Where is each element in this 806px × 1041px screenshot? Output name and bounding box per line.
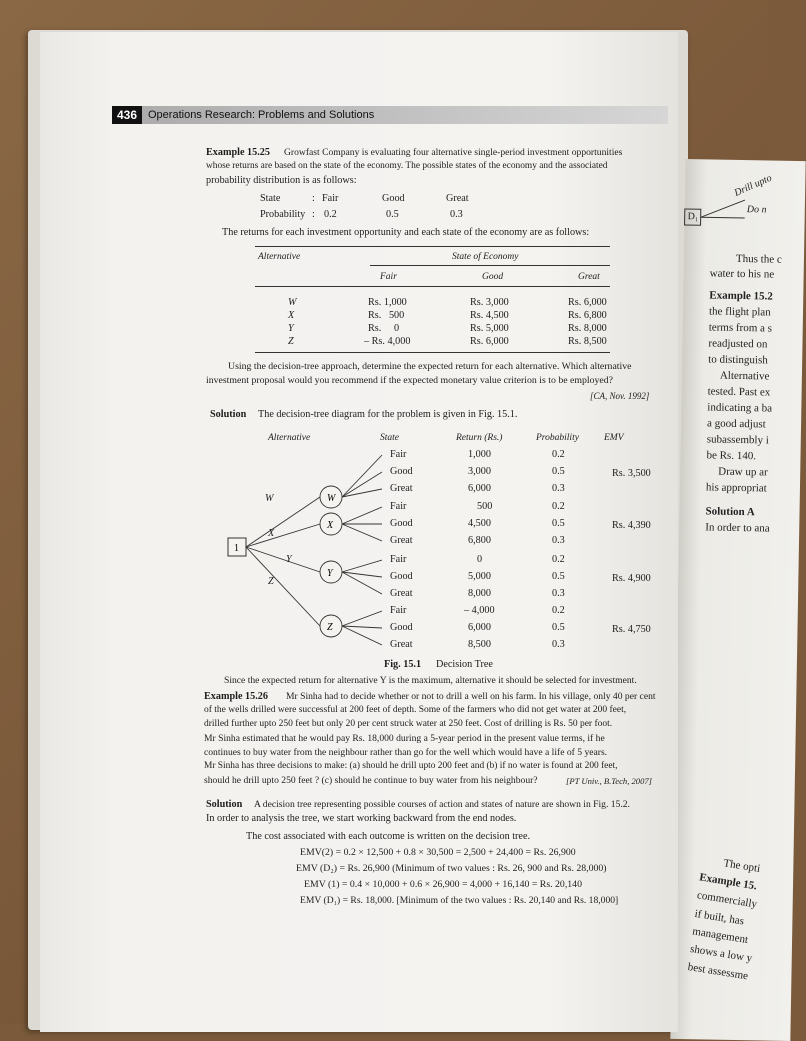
return-cell: 5,000 (468, 571, 491, 582)
ex2-sol-line1: A decision tree representing possible courses of action and states of nature are shown in Fig. 15.2. (254, 799, 630, 810)
sep: : (312, 209, 315, 220)
state-cell: Good (390, 518, 413, 529)
solution-text: The decision-tree diagram for the problem is given in Fig. 15.1. (258, 409, 518, 420)
prob-fair: 0.2 (324, 209, 337, 220)
rp-line: Alternative (719, 369, 770, 383)
return-cell: 500 (477, 501, 493, 512)
rp-drill: Drill upto (732, 172, 774, 199)
outcome-line (342, 507, 382, 524)
decision-node-label: 1 (234, 543, 239, 554)
solution-label-2: Solution (206, 799, 243, 810)
table-cell: Rs. 4,500 (470, 310, 509, 321)
probability-cell: 0.5 (552, 466, 565, 477)
return-cell: 0 (477, 554, 483, 565)
table-cell: Z (288, 336, 294, 347)
page-number: 436 (112, 106, 142, 124)
branch-line (246, 547, 320, 626)
emv-cell: Rs. 4,390 (612, 520, 651, 531)
table-cell: Y (288, 323, 294, 334)
rp-line: shows a low y (689, 942, 754, 965)
th-good: Good (482, 272, 504, 282)
rp-line: subassembly i (706, 433, 769, 447)
state-cell: Fair (390, 554, 407, 565)
table-cell: Rs. 0 (368, 323, 400, 334)
ex2-line: continues to buy water from the neighbour rather than go for the well which would have a life of 5 years. (204, 747, 608, 758)
rp-line: commercially (696, 889, 758, 911)
alternative-label: Y (286, 554, 292, 565)
rp-line: indicating a ba (707, 401, 773, 415)
return-cell: 1,000 (468, 449, 491, 460)
return-cell: 6,000 (468, 622, 491, 633)
example-label-2: Example 15.26 (204, 691, 268, 702)
chance-node-label: X (327, 520, 334, 531)
ex1-line2: whose returns are based on the state of the economy. The possible states of the economy and the associated (206, 161, 608, 171)
tree-head-emv: EMV (604, 433, 624, 443)
rp-line: readjusted on (708, 337, 768, 351)
probability-cell: 0.3 (552, 639, 565, 650)
outcome-line (342, 572, 382, 594)
table-cell: Rs. 6,000 (470, 336, 509, 347)
return-cell: 6,000 (468, 483, 491, 494)
state-good: Good (382, 193, 405, 204)
equation: EMV (D₂) = Rs. 26,900 (Minimum of two values : Rs. 26, 900 and Rs. 28,000) (296, 863, 607, 874)
th-fair: Fair (380, 272, 397, 282)
ex1-line1: Growfast Company is evaluating four alternative single-period investment opportunities (284, 147, 623, 158)
table-cell: Rs. 8,500 (568, 336, 607, 347)
ex2-source: [PT Univ., B.Tech, 2007] (566, 776, 653, 786)
figure-caption: Decision Tree (436, 659, 493, 670)
rp-line: be Rs. 140. (706, 449, 757, 463)
rp-line: Example 15. (698, 871, 758, 893)
table-cell: Rs. 6,800 (568, 310, 607, 321)
probability-cell: 0.2 (552, 605, 565, 616)
table-cell: X (288, 310, 295, 321)
rp-line: tested. Past ex (707, 385, 771, 399)
rp-line: In order to ana (705, 521, 770, 535)
alternative-label: Z (268, 576, 274, 587)
table-cell: Rs. 6,000 (568, 297, 607, 308)
rp-line: Thus the c (735, 252, 782, 266)
chance-node-label: W (327, 493, 336, 504)
state-cell: Good (390, 571, 413, 582)
th-state: State of Economy (452, 252, 519, 262)
tree-head-return: Return (Rs.) (456, 433, 503, 443)
table-cell: – Rs. 4,000 (364, 336, 411, 347)
rp-line: if built, has (693, 907, 745, 928)
state-cell: Great (390, 483, 413, 494)
table-cell: Rs. 8,000 (568, 323, 607, 334)
th-alternative: Alternative (258, 252, 301, 262)
rp-line: to distinguish (708, 353, 768, 367)
th-great: Great (578, 272, 600, 282)
emv-cell: Rs. 3,500 (612, 468, 651, 479)
ex1-line4: The returns for each investment opportunity and each state of the economy are as follows: (222, 227, 590, 238)
return-cell: 6,800 (468, 535, 491, 546)
state-cell: Fair (390, 501, 407, 512)
rp-line: his appropriat (705, 481, 767, 495)
book-title: Operations Research: Problems and Solutions (148, 109, 375, 121)
branch-line (246, 524, 320, 547)
table-cell: Rs. 500 (368, 310, 405, 321)
probability-cell: 0.3 (552, 483, 565, 494)
tree-head-state: State (380, 433, 399, 443)
ex1-question-1: Using the decision-tree approach, determine the expected return for each alternative. Which alternative (228, 361, 632, 372)
branch-line (246, 497, 320, 547)
rp-line: water to his ne (709, 267, 775, 281)
outcome-line (342, 626, 382, 628)
ex1-line3: probability distribution is as follows: (206, 175, 357, 186)
rp-line: Solution A (705, 505, 755, 519)
outcome-line (342, 626, 382, 645)
ex1-source: [CA, Nov. 1992] (590, 391, 650, 401)
ex2-line: drilled further upto 250 feet but only 20 per cent struck water at 250 feet. Cost of drilling is Rs. 50 per foot. (204, 719, 613, 729)
figure-number: Fig. 15.1 (384, 659, 422, 670)
outcome-line (342, 611, 382, 626)
table-cell: W (288, 297, 297, 308)
state-great: Great (446, 193, 469, 204)
outcome-line (342, 572, 382, 577)
prob-label: Probability (260, 209, 306, 220)
rp-line: a good adjust (706, 417, 766, 431)
probability-cell: 0.2 (552, 554, 565, 565)
rp-d1: D₁ (687, 211, 699, 223)
chance-node-label: Y (327, 568, 333, 579)
chance-node-label: Z (327, 622, 333, 633)
equation: EMV (D₁) = Rs. 18,000. [Minimum of the two values : Rs. 20,140 and Rs. 18,000] (300, 895, 619, 906)
return-cell: 3,000 (468, 466, 491, 477)
table-cell: Rs. 1,000 (368, 297, 407, 308)
example-label: Example 15.25 (206, 147, 270, 158)
alternative-label: X (268, 528, 275, 539)
probability-cell: 0.2 (552, 501, 565, 512)
ex2-line: of the wells drilled were successful at 200 feet of depth. Some of the farmers who did not get water at 200 feet, (204, 705, 627, 715)
state-label: State (260, 193, 281, 204)
state-cell: Great (390, 535, 413, 546)
emv-cell: Rs. 4,750 (612, 624, 651, 635)
return-cell: 8,500 (468, 639, 491, 650)
ex2-sol-line2: In order to analysis the tree, we start working backward from the end nodes. (206, 813, 517, 824)
equation: EMV (1) = 0.4 × 10,000 + 0.6 × 26,900 = 4,000 + 16,140 = Rs. 20,140 (304, 879, 582, 890)
equation: EMV(2) = 0.2 × 12,500 + 0.8 × 30,500 = 2,500 + 24,400 = Rs. 26,900 (300, 847, 576, 858)
return-cell: 4,500 (468, 518, 491, 529)
ex2-line: Mr Sinha estimated that he would pay Rs. 18,000 during a 5-year period in the present value terms, if he (204, 733, 605, 744)
table-cell: Rs. 5,000 (470, 323, 509, 334)
outcome-line (342, 560, 382, 572)
ex2-line: Mr Sinha had to decide whether or not to drill a well on his farm. In his village, only 40 per cent (286, 691, 656, 702)
probability-cell: 0.5 (552, 571, 565, 582)
table-cell: Rs. 3,000 (470, 297, 509, 308)
prob-good: 0.5 (386, 209, 399, 220)
state-cell: Great (390, 588, 413, 599)
rp-line: best assessme (686, 961, 749, 983)
rp-line: the flight plan (708, 305, 771, 319)
rp-line: Example 15.2 (709, 289, 773, 303)
return-cell: 8,000 (468, 588, 491, 599)
rp-line: The opti (722, 857, 762, 875)
emv-cell: Rs. 4,900 (612, 573, 651, 584)
ex2-line: Mr Sinha has three decisions to make: (a) should he drill upto 200 feet and (b) if no water is found at 200 feet, (204, 761, 618, 771)
rp-line: Draw up ar (718, 465, 768, 479)
prob-great: 0.3 (450, 209, 463, 220)
rp-don: Do n (746, 204, 767, 216)
sep: : (312, 193, 315, 204)
outcome-line (342, 524, 382, 541)
ex2-line: should he drill upto 250 feet ? (c) should he continue to buy water from his neighbour? (204, 775, 538, 786)
state-fair: Fair (322, 193, 339, 204)
alternative-label: W (265, 493, 274, 504)
state-cell: Fair (390, 605, 407, 616)
state-cell: Good (390, 466, 413, 477)
return-cell: – 4,000 (464, 605, 495, 616)
rp-line: terms from a s (708, 321, 773, 335)
state-cell: Fair (390, 449, 407, 460)
rp-line: management (691, 925, 749, 947)
state-cell: Great (390, 639, 413, 650)
probability-cell: 0.5 (552, 622, 565, 633)
probability-cell: 0.2 (552, 449, 565, 460)
state-cell: Good (390, 622, 413, 633)
conclusion-text: Since the expected return for alternative Y is the maximum, alternative it should be selected for investment. (224, 675, 637, 686)
probability-cell: 0.3 (552, 588, 565, 599)
tree-head-alternative: Alternative (268, 433, 311, 443)
solution-label: Solution (210, 409, 247, 420)
tree-head-probability: Probability (536, 433, 579, 443)
ex2-sol-line3: The cost associated with each outcome is written on the decision tree. (246, 831, 531, 842)
ex1-question-2: investment proposal would you recommend if the expected monetary value criterion is to be employed? (206, 375, 613, 386)
probability-cell: 0.5 (552, 518, 565, 529)
probability-cell: 0.3 (552, 535, 565, 546)
